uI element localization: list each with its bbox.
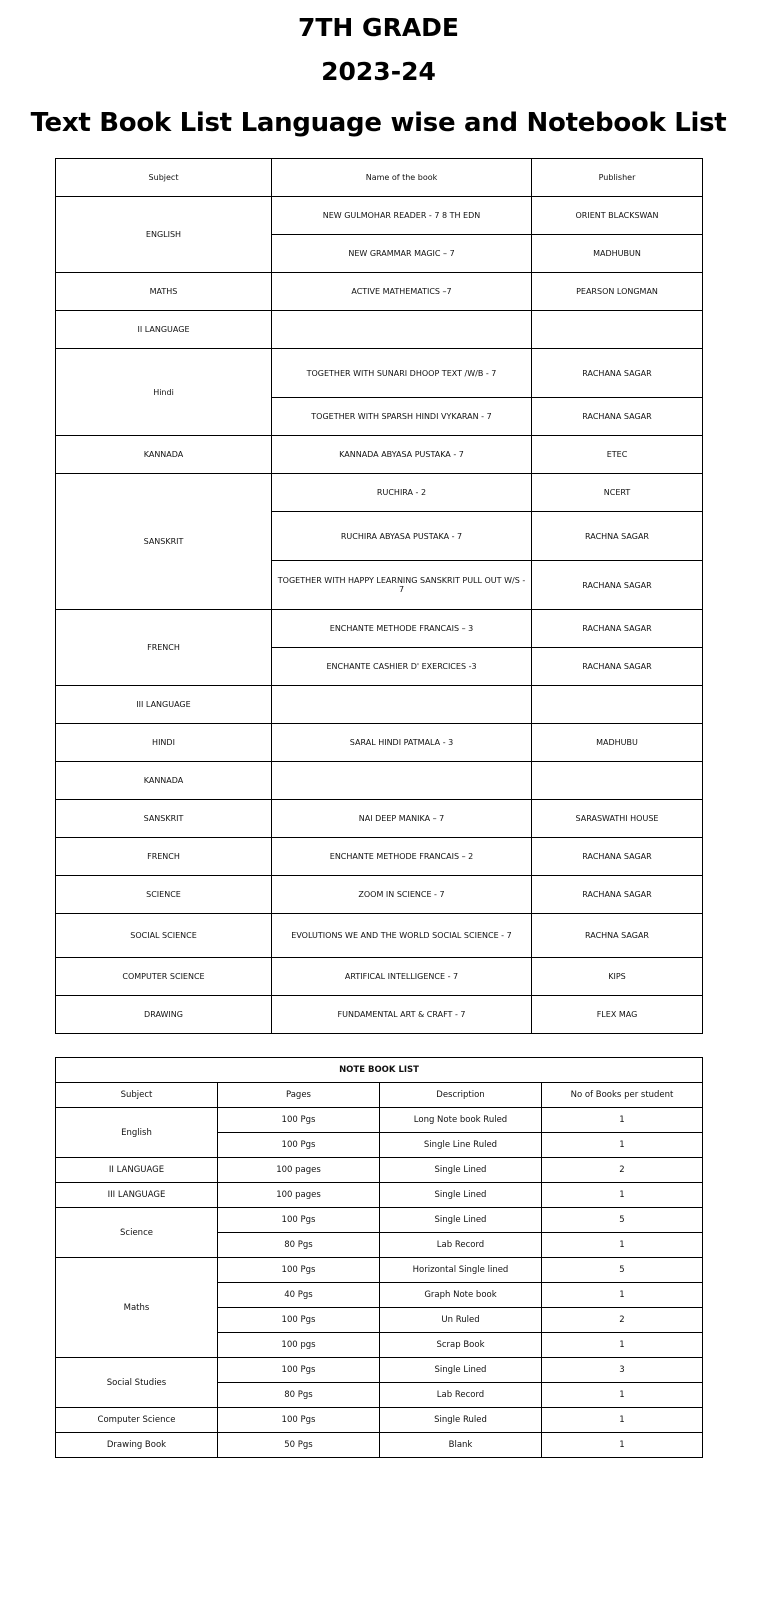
book-name-cell: KANNADA ABYASA PUSTAKA - 7: [272, 436, 532, 474]
book-name-cell: FUNDAMENTAL ART & CRAFT - 7: [272, 996, 532, 1034]
publisher-cell: RACHANA SAGAR: [532, 876, 703, 914]
books-count-cell: 1: [542, 1383, 703, 1408]
book-name-cell: NEW GULMOHAR READER - 7 8 TH EDN: [272, 197, 532, 235]
publisher-cell: [532, 311, 703, 349]
publisher-cell: KIPS: [532, 958, 703, 996]
books-count-cell: 1: [542, 1283, 703, 1308]
subject-cell: II LANGUAGE: [56, 311, 272, 349]
publisher-cell: ORIENT BLACKSWAN: [532, 197, 703, 235]
books-count-cell: 1: [542, 1408, 703, 1433]
publisher-cell: NCERT: [532, 474, 703, 512]
publisher-cell: MADHUBU: [532, 724, 703, 762]
description-cell: Long Note book Ruled: [380, 1108, 542, 1133]
description-cell: Lab Record: [380, 1233, 542, 1258]
column-header: Subject: [56, 1083, 218, 1108]
book-name-cell: [272, 686, 532, 724]
pages-cell: 100 Pgs: [218, 1358, 380, 1383]
publisher-cell: MADHUBUN: [532, 235, 703, 273]
table-row: [56, 273, 703, 311]
pages-cell: 100 Pgs: [218, 1108, 380, 1133]
description-cell: Lab Record: [380, 1383, 542, 1408]
description-cell: Single Lined: [380, 1208, 542, 1233]
table-row: [56, 876, 703, 914]
books-count-cell: 1: [542, 1233, 703, 1258]
column-header: No of Books per student: [542, 1083, 703, 1108]
table-row: [56, 1208, 703, 1233]
publisher-cell: SARASWATHI HOUSE: [532, 800, 703, 838]
books-count-cell: 1: [542, 1108, 703, 1133]
notebook-header-row: [56, 1083, 703, 1108]
books-count-cell: 1: [542, 1183, 703, 1208]
pages-cell: 100 pgs: [218, 1333, 380, 1358]
book-name-cell: ENCHANTE METHODE FRANCAIS – 3: [272, 610, 532, 648]
book-name-cell: ZOOM IN SCIENCE - 7: [272, 876, 532, 914]
description-cell: Blank: [380, 1433, 542, 1458]
subject-cell: III LANGUAGE: [56, 686, 272, 724]
subject-cell: KANNADA: [56, 762, 272, 800]
table-row: [56, 996, 703, 1034]
subject-cell: Science: [56, 1208, 218, 1258]
subject-cell: MATHS: [56, 273, 272, 311]
description-cell: Single Lined: [380, 1158, 542, 1183]
table-row: [56, 1433, 703, 1458]
book-name-cell: TOGETHER WITH SUNARI DHOOP TEXT /W/B - 7: [272, 349, 532, 398]
publisher-cell: RACHANA SAGAR: [532, 349, 703, 398]
subject-cell: Social Studies: [56, 1358, 218, 1408]
table-row: [56, 311, 703, 349]
year-heading: 2023-24: [321, 57, 436, 86]
book-name-cell: NAI DEEP MANIKA – 7: [272, 800, 532, 838]
textbook-header-row: [56, 159, 703, 197]
publisher-cell: RACHANA SAGAR: [532, 561, 703, 610]
books-count-cell: 2: [542, 1308, 703, 1333]
publisher-cell: RACHANA SAGAR: [532, 398, 703, 436]
table-row: [56, 197, 703, 235]
column-header: Name of the book: [272, 159, 532, 197]
pages-cell: 100 Pgs: [218, 1258, 380, 1283]
description-cell: Single Lined: [380, 1358, 542, 1383]
publisher-cell: ETEC: [532, 436, 703, 474]
books-count-cell: 3: [542, 1358, 703, 1383]
book-name-cell: TOGETHER WITH SPARSH HINDI VYKARAN - 7: [272, 398, 532, 436]
notebook-title-row: [56, 1058, 703, 1083]
subject-cell: SANSKRIT: [56, 474, 272, 610]
table-row: [56, 724, 703, 762]
description-cell: Single Lined: [380, 1183, 542, 1208]
subject-cell: SANSKRIT: [56, 800, 272, 838]
book-name-cell: ENCHANTE METHODE FRANCAIS – 2: [272, 838, 532, 876]
table-row: [56, 1108, 703, 1133]
pages-cell: 100 pages: [218, 1183, 380, 1208]
subject-cell: SOCIAL SCIENCE: [56, 914, 272, 958]
pages-cell: 100 Pgs: [218, 1408, 380, 1433]
subject-cell: ENGLISH: [56, 197, 272, 273]
publisher-cell: [532, 686, 703, 724]
book-name-cell: ARTIFICAL INTELLIGENCE - 7: [272, 958, 532, 996]
table-row: [56, 914, 703, 958]
book-name-cell: ACTIVE MATHEMATICS –7: [272, 273, 532, 311]
pages-cell: 100 Pgs: [218, 1133, 380, 1158]
subject-cell: HINDI: [56, 724, 272, 762]
table-row: [56, 1258, 703, 1283]
book-name-cell: [272, 762, 532, 800]
column-header: Publisher: [532, 159, 703, 197]
pages-cell: 100 Pgs: [218, 1308, 380, 1333]
table-row: [56, 686, 703, 724]
description-cell: Graph Note book: [380, 1283, 542, 1308]
book-name-cell: [272, 311, 532, 349]
book-name-cell: RUCHIRA ABYASA PUSTAKA - 7: [272, 512, 532, 561]
subject-cell: DRAWING: [56, 996, 272, 1034]
publisher-cell: RACHANA SAGAR: [532, 610, 703, 648]
description-cell: Horizontal Single lined: [380, 1258, 542, 1283]
table-row: [56, 474, 703, 512]
subject-cell: III LANGUAGE: [56, 1183, 218, 1208]
books-count-cell: 1: [542, 1333, 703, 1358]
book-name-cell: TOGETHER WITH HAPPY LEARNING SANSKRIT PULL OUT W/S - 7: [272, 561, 532, 610]
publisher-cell: RACHNA SAGAR: [532, 512, 703, 561]
table-row: [56, 958, 703, 996]
books-count-cell: 2: [542, 1158, 703, 1183]
book-name-cell: RUCHIRA - 2: [272, 474, 532, 512]
books-count-cell: 5: [542, 1208, 703, 1233]
publisher-cell: [532, 762, 703, 800]
table-row: [56, 1158, 703, 1183]
subject-cell: II LANGUAGE: [56, 1158, 218, 1183]
description-cell: Un Ruled: [380, 1308, 542, 1333]
books-count-cell: 1: [542, 1433, 703, 1458]
column-header: Description: [380, 1083, 542, 1108]
table-row: [56, 1183, 703, 1208]
table-row: [56, 349, 703, 398]
publisher-cell: RACHANA SAGAR: [532, 648, 703, 686]
grade-heading: 7TH GRADE: [297, 13, 460, 42]
subject-cell: KANNADA: [56, 436, 272, 474]
description-cell: Single Line Ruled: [380, 1133, 542, 1158]
pages-cell: 40 Pgs: [218, 1283, 380, 1308]
books-count-cell: 1: [542, 1133, 703, 1158]
column-header: Pages: [218, 1083, 380, 1108]
table-row: [56, 1408, 703, 1433]
page-title: Text Book List Language wise and Notebook List: [30, 108, 727, 138]
subject-cell: FRENCH: [56, 838, 272, 876]
subject-cell: COMPUTER SCIENCE: [56, 958, 272, 996]
book-name-cell: EVOLUTIONS WE AND THE WORLD SOCIAL SCIENCE - 7: [272, 914, 532, 958]
publisher-cell: FLEX MAG: [532, 996, 703, 1034]
pages-cell: 80 Pgs: [218, 1233, 380, 1258]
table-row: [56, 436, 703, 474]
table-row: [56, 838, 703, 876]
book-name-cell: NEW GRAMMAR MAGIC – 7: [272, 235, 532, 273]
pages-cell: 80 Pgs: [218, 1383, 380, 1408]
description-cell: Single Ruled: [380, 1408, 542, 1433]
publisher-cell: RACHANA SAGAR: [532, 838, 703, 876]
books-count-cell: 5: [542, 1258, 703, 1283]
table-row: [56, 762, 703, 800]
notebook-table: [55, 1057, 703, 1458]
description-cell: Scrap Book: [380, 1333, 542, 1358]
textbook-table: [55, 158, 703, 1034]
pages-cell: 100 pages: [218, 1158, 380, 1183]
column-header: Subject: [56, 159, 272, 197]
subject-cell: Hindi: [56, 349, 272, 436]
book-name-cell: SARAL HINDI PATMALA - 3: [272, 724, 532, 762]
notebook-list-title: NOTE BOOK LIST: [56, 1058, 703, 1083]
subject-cell: SCIENCE: [56, 876, 272, 914]
subject-cell: English: [56, 1108, 218, 1158]
subject-cell: Computer Science: [56, 1408, 218, 1433]
table-row: [56, 1358, 703, 1383]
subject-cell: Maths: [56, 1258, 218, 1358]
pages-cell: 50 Pgs: [218, 1433, 380, 1458]
subject-cell: FRENCH: [56, 610, 272, 686]
subject-cell: Drawing Book: [56, 1433, 218, 1458]
publisher-cell: RACHNA SAGAR: [532, 914, 703, 958]
table-row: [56, 800, 703, 838]
publisher-cell: PEARSON LONGMAN: [532, 273, 703, 311]
book-name-cell: ENCHANTE CASHIER D' EXERCICES -3: [272, 648, 532, 686]
table-row: [56, 610, 703, 648]
pages-cell: 100 Pgs: [218, 1208, 380, 1233]
